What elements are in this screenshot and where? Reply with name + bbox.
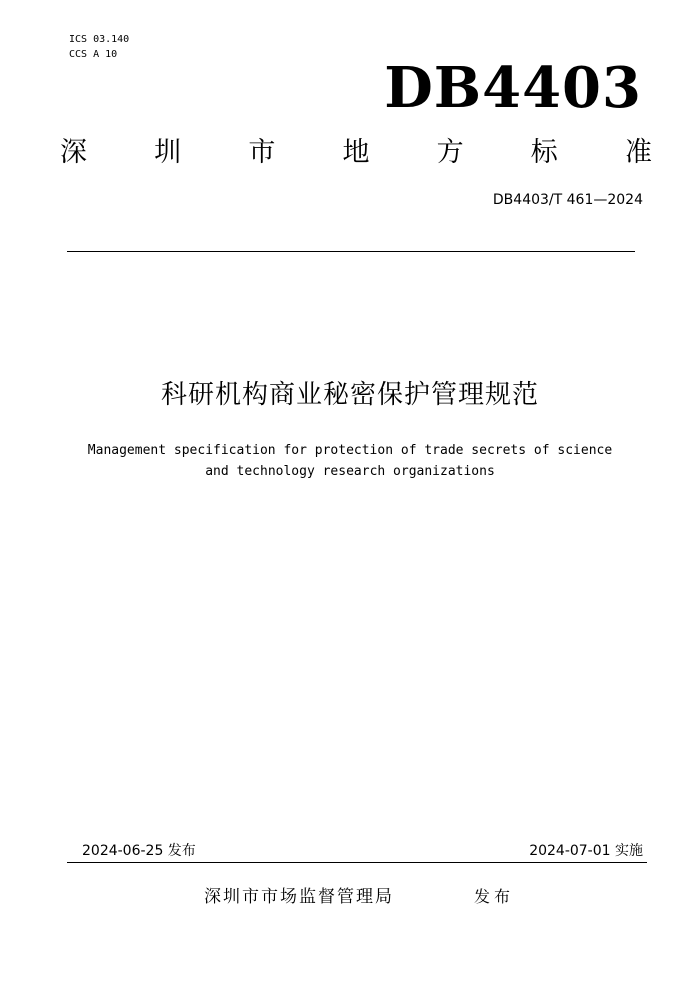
document-title-english <box>0 440 700 482</box>
ics-code: ICS 03.140 <box>69 34 130 45</box>
issue-label: 发布 <box>474 887 515 906</box>
publish-date: 2024-06-25 发布 <box>82 843 196 859</box>
english-title-line: Management specification for protection of trade secrets of science <box>87 443 613 458</box>
issuing-authority: 深圳市市场监督管理局 <box>204 887 394 907</box>
implementation-date: 2024-07-01 实施 <box>529 843 643 859</box>
standard-type-char: 深 <box>60 137 87 168</box>
standard-type-title <box>60 133 652 173</box>
standard-number: DB4403/T 461—2024 <box>492 192 643 208</box>
standard-type-char: 方 <box>436 137 464 168</box>
standard-type-char: 准 <box>624 137 652 168</box>
standard-type-char: 市 <box>248 137 276 168</box>
standard-type-char: 圳 <box>154 137 182 168</box>
standard-type-char: 地 <box>342 137 370 168</box>
bottom-divider <box>67 862 647 863</box>
english-title-line: and technology research organizations <box>205 464 495 479</box>
standard-type-char: 标 <box>530 137 558 168</box>
ccs-code: CCS A 10 <box>69 49 118 60</box>
document-title-chinese: 科研机构商业秘密保护管理规范 <box>160 380 539 410</box>
top-divider <box>67 251 635 252</box>
db-logo: DB4403 <box>384 55 642 121</box>
classification-codes <box>69 32 129 62</box>
